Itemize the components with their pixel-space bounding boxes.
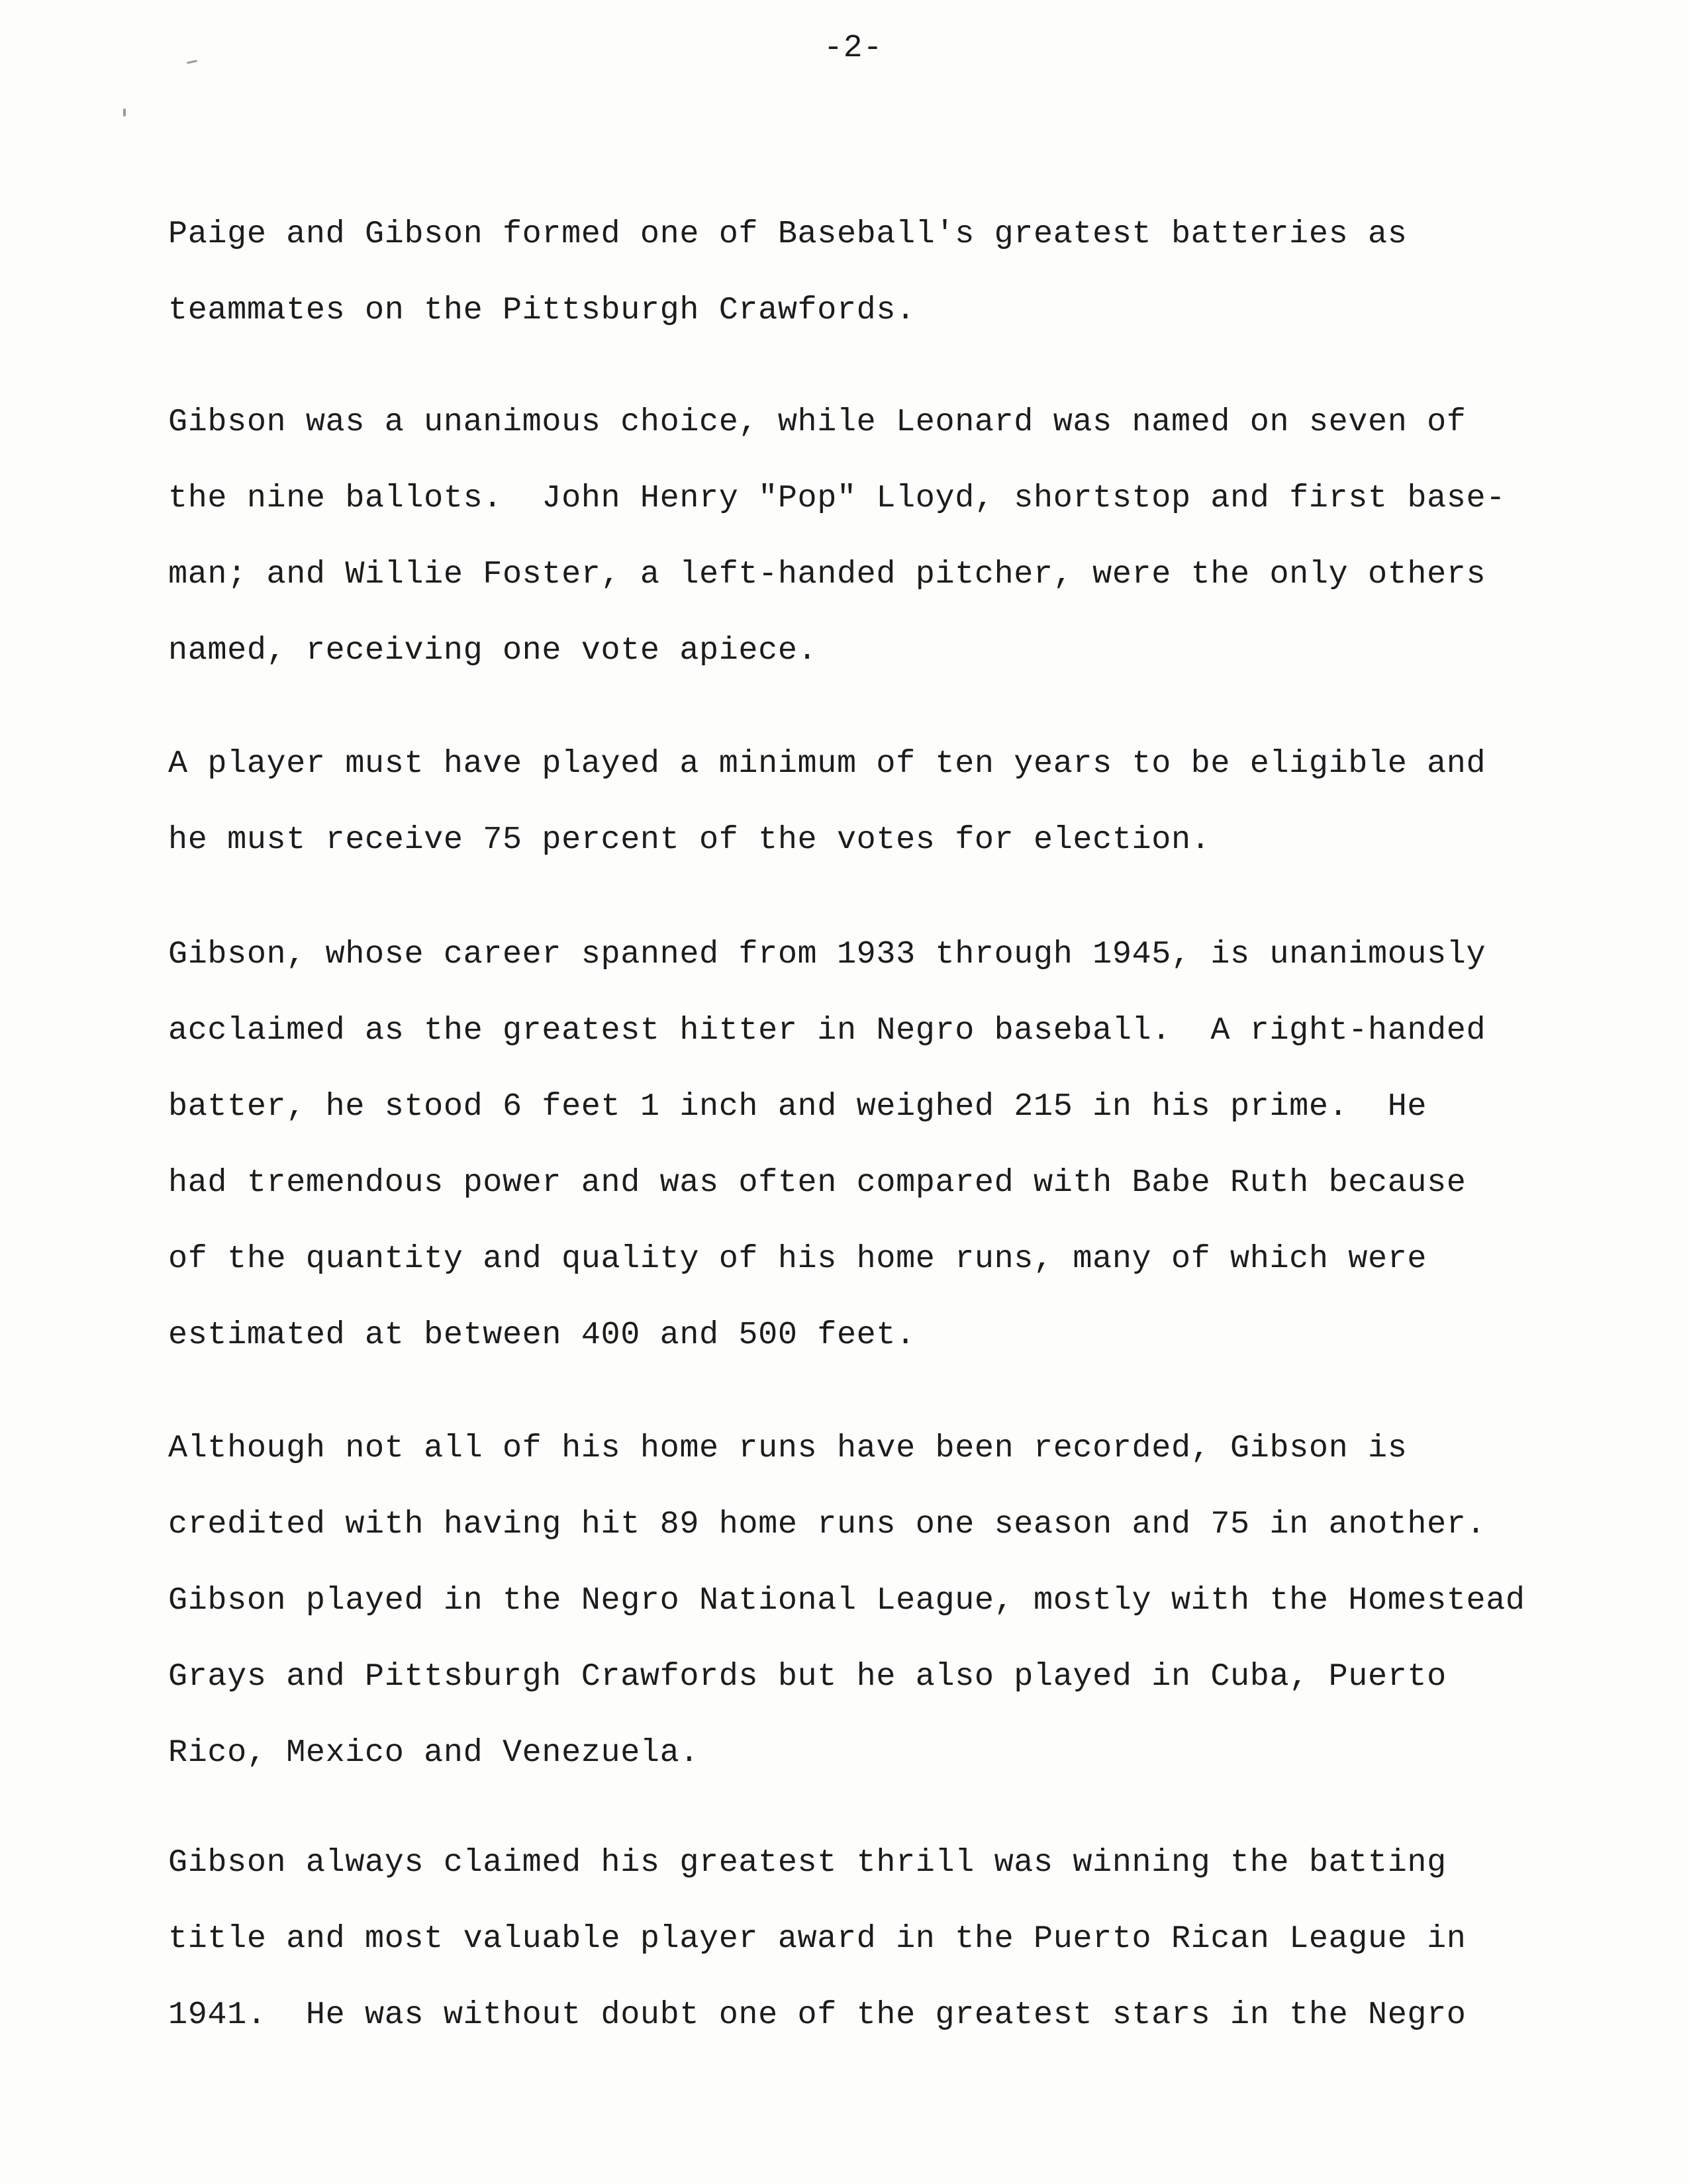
text-line: batter, he stood 6 feet 1 inch and weighed 215 in his prime. He — [168, 1088, 1427, 1125]
text-line: Gibson was a unanimous choice, while Leonard was named on seven of — [168, 404, 1467, 440]
text-line: A player must have played a minimum of ten years to be eligible and — [168, 745, 1486, 782]
text-line: Gibson played in the Negro National League, mostly with the Homestead — [168, 1582, 1525, 1619]
text-line: man; and Willie Foster, a left-handed pitcher, were the only others — [168, 556, 1486, 593]
text-line: Gibson, whose career spanned from 1933 through 1945, is unanimously — [168, 936, 1486, 973]
text-line: Paige and Gibson formed one of Baseball's greatest batteries as — [168, 216, 1408, 252]
text-line: Grays and Pittsburgh Crawfords but he also played in Cuba, Puerto — [168, 1658, 1447, 1695]
text-line: teammates on the Pittsburgh Crawfords. — [168, 292, 916, 328]
page-number: -2- — [824, 30, 883, 66]
text-line: the nine ballots. John Henry "Pop" Lloyd, shortstop and first base- — [168, 480, 1506, 516]
paragraph — [168, 1825, 1578, 2053]
text-line: acclaimed as the greatest hitter in Negro baseball. A right-handed — [168, 1012, 1486, 1049]
paragraph — [168, 726, 1578, 878]
scan-speck — [187, 60, 197, 64]
text-line: Rico, Mexico and Venezuela. — [168, 1734, 700, 1771]
text-line: estimated at between 400 and 500 feet. — [168, 1317, 916, 1353]
paragraph — [168, 384, 1578, 688]
text-line: Although not all of his home runs have been recorded, Gibson is — [168, 1430, 1408, 1466]
text-line: named, receiving one vote apiece. — [168, 632, 818, 669]
paragraph — [168, 1410, 1578, 1791]
text-line: he must receive 75 percent of the votes for election. — [168, 822, 1211, 858]
text-line: title and most valuable player award in the Puerto Rican League in — [168, 1921, 1467, 1957]
paragraph — [168, 196, 1578, 348]
text-line: of the quantity and quality of his home runs, many of which were — [168, 1241, 1427, 1277]
text-line: Gibson always claimed his greatest thrill was winning the batting — [168, 1844, 1447, 1881]
text-line: credited with having hit 89 home runs one season and 75 in another. — [168, 1506, 1486, 1543]
scan-speck — [123, 109, 126, 117]
paragraph — [168, 916, 1578, 1373]
text-line: 1941. He was without doubt one of the greatest stars in the Negro — [168, 1997, 1467, 2033]
text-line: had tremendous power and was often compared with Babe Ruth because — [168, 1164, 1467, 1201]
